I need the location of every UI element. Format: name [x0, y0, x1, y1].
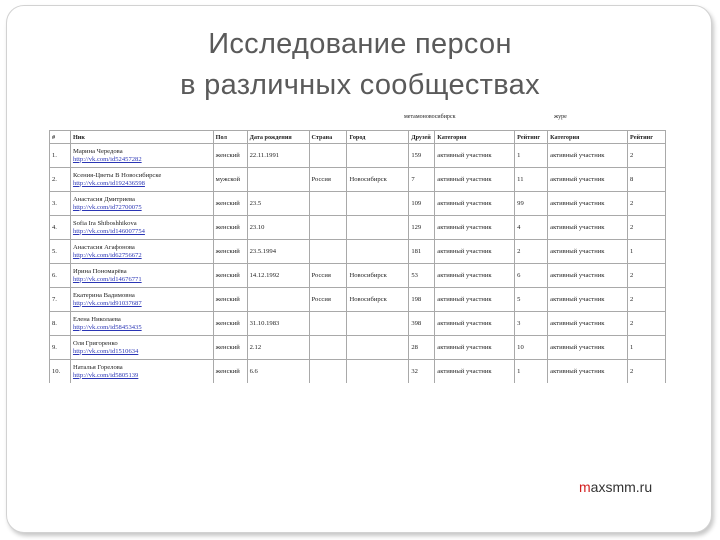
cell-sex: женский	[213, 336, 247, 360]
cell-friends: 28	[409, 336, 435, 360]
cell-cat1: активный участник	[435, 312, 515, 336]
cell-city	[347, 336, 409, 360]
cell-name	[70, 192, 213, 216]
person-name: Ирина Пономарёва	[72, 267, 127, 275]
cell-city	[347, 312, 409, 336]
cell-cat1: активный участник	[435, 192, 515, 216]
cell-city	[347, 144, 409, 168]
profile-link[interactable]: http://vk.com/id62756672	[72, 251, 142, 259]
table-row	[50, 312, 666, 336]
cell-r2: 2	[628, 360, 666, 384]
cell-bday: 22.11.1991	[247, 144, 309, 168]
person-name: Наталья Горелова	[72, 363, 123, 371]
cell-r2: 8	[628, 168, 666, 192]
cell-cat1: активный участник	[435, 240, 515, 264]
person-name: Анастасия Дмитриева	[72, 195, 135, 203]
cell-r1: 99	[515, 192, 548, 216]
cell-r2: 2	[628, 264, 666, 288]
cell-country: Россия	[309, 168, 347, 192]
cell-bday: 23.10	[247, 216, 309, 240]
cell-n: 9.	[50, 336, 71, 360]
cell-r1: 10	[515, 336, 548, 360]
cell-friends: 181	[409, 240, 435, 264]
cell-bday: 23.5.1994	[247, 240, 309, 264]
cell-city: Новосибирск	[347, 264, 409, 288]
cell-r1: 11	[515, 168, 548, 192]
cell-name	[70, 336, 213, 360]
cell-friends: 398	[409, 312, 435, 336]
cell-friends: 32	[409, 360, 435, 384]
cell-cat1: активный участник	[435, 336, 515, 360]
cell-r1: 4	[515, 216, 548, 240]
cell-friends: 53	[409, 264, 435, 288]
cell-friends: 129	[409, 216, 435, 240]
cell-name	[70, 168, 213, 192]
col-header: Рейтинг	[628, 131, 666, 144]
cell-r1: 6	[515, 264, 548, 288]
cell-cat2: активный участник	[548, 168, 628, 192]
group-header-1: метамоновосибирск	[404, 114, 456, 120]
cell-city	[347, 216, 409, 240]
cell-cat2: активный участник	[548, 288, 628, 312]
cell-cat1: активный участник	[435, 264, 515, 288]
cell-city: Новосибирск	[347, 288, 409, 312]
cell-sex: женский	[213, 264, 247, 288]
table-row	[50, 360, 666, 384]
cell-cat1: активный участник	[435, 144, 515, 168]
cell-n: 3.	[50, 192, 71, 216]
col-header: Ник	[70, 131, 213, 144]
cell-r1: 2	[515, 240, 548, 264]
table-row	[50, 216, 666, 240]
cell-bday: 6.6	[247, 360, 309, 384]
table-row	[50, 144, 666, 168]
profile-link[interactable]: http://vk.com/id52457282	[72, 155, 142, 163]
cell-name	[70, 216, 213, 240]
site-brand	[579, 479, 652, 495]
cell-friends: 109	[409, 192, 435, 216]
person-name: Оля Григоренко	[72, 339, 118, 347]
cell-n: 10.	[50, 360, 71, 384]
cell-r2: 2	[628, 144, 666, 168]
cell-cat2: активный участник	[548, 360, 628, 384]
cell-country	[309, 312, 347, 336]
profile-link[interactable]: http://vk.com/id146007754	[72, 227, 145, 235]
cell-country	[309, 360, 347, 384]
profile-link[interactable]: http://vk.com/id14676771	[72, 275, 142, 283]
table-body	[50, 144, 666, 384]
cell-bday: 14.12.1992	[247, 264, 309, 288]
person-name: Анастасия Агафонова	[72, 243, 135, 251]
cell-bday	[247, 168, 309, 192]
table-screenshot	[49, 110, 666, 383]
table-row	[50, 264, 666, 288]
brand-rest: axsmm.ru	[590, 479, 653, 495]
cell-cat1: активный участник	[435, 168, 515, 192]
table-row	[50, 288, 666, 312]
cell-country: Россия	[309, 288, 347, 312]
col-header: Страна	[309, 131, 347, 144]
cell-friends: 198	[409, 288, 435, 312]
cell-name	[70, 360, 213, 384]
cell-cat2: активный участник	[548, 264, 628, 288]
cell-n: 1.	[50, 144, 71, 168]
profile-link[interactable]: http://vk.com/id72700075	[72, 203, 142, 211]
cell-cat1: активный участник	[435, 288, 515, 312]
profile-link[interactable]: http://vk.com/id192436598	[72, 179, 145, 187]
person-name: Sofia Ira Shiboshhikova	[72, 219, 137, 227]
personas-table	[49, 130, 666, 383]
col-header: Пол	[213, 131, 247, 144]
cell-cat2: активный участник	[548, 336, 628, 360]
cell-city	[347, 192, 409, 216]
cell-r2: 2	[628, 288, 666, 312]
person-name: Марина Чередова	[72, 147, 123, 155]
cell-bday: 23.5	[247, 192, 309, 216]
profile-link[interactable]: http://vk.com/id1510634	[72, 347, 139, 355]
cell-n: 4.	[50, 216, 71, 240]
brand-first-letter: m	[579, 479, 591, 495]
cell-city	[347, 240, 409, 264]
cell-sex: женский	[213, 216, 247, 240]
cell-country	[309, 216, 347, 240]
cell-r1: 1	[515, 360, 548, 384]
slide-title-line1: Исследование персон	[208, 28, 512, 60]
cell-n: 8.	[50, 312, 71, 336]
col-header: Дата рождения	[247, 131, 309, 144]
slide-title-line2: в различных сообществах	[180, 69, 540, 101]
cell-n: 7.	[50, 288, 71, 312]
cell-country	[309, 240, 347, 264]
cell-bday	[247, 288, 309, 312]
cell-country	[309, 144, 347, 168]
profile-link[interactable]: http://vk.com/id58453435	[72, 323, 142, 331]
cell-r2: 1	[628, 336, 666, 360]
person-name: Екатерина Вадимовна	[72, 291, 135, 299]
cell-r2: 2	[628, 312, 666, 336]
cell-sex: женский	[213, 360, 247, 384]
header-row	[50, 131, 666, 144]
cell-bday: 2.12	[247, 336, 309, 360]
cell-r1: 5	[515, 288, 548, 312]
cell-sex: женский	[213, 312, 247, 336]
table-row	[50, 336, 666, 360]
cell-name	[70, 312, 213, 336]
table-row	[50, 168, 666, 192]
cell-n: 5.	[50, 240, 71, 264]
cell-sex: женский	[213, 288, 247, 312]
cell-country: Россия	[309, 264, 347, 288]
cell-r2: 2	[628, 192, 666, 216]
group-header-2: журе	[554, 114, 567, 120]
cell-city	[347, 360, 409, 384]
cell-sex: женский	[213, 240, 247, 264]
cell-sex: женский	[213, 144, 247, 168]
person-name: Ксения-Цветы В Новосибирске	[72, 171, 162, 179]
cell-city: Новосибирск	[347, 168, 409, 192]
col-header: Категория	[548, 131, 628, 144]
cell-r2: 2	[628, 216, 666, 240]
cell-r1: 3	[515, 312, 548, 336]
cell-name	[70, 240, 213, 264]
cell-cat2: активный участник	[548, 216, 628, 240]
table-row	[50, 240, 666, 264]
cell-name	[70, 264, 213, 288]
col-header: Рейтинг	[515, 131, 548, 144]
cell-sex: женский	[213, 192, 247, 216]
cell-cat2: активный участник	[548, 240, 628, 264]
profile-link[interactable]: http://vk.com/id91037687	[72, 299, 142, 307]
cell-country	[309, 336, 347, 360]
cell-n: 6.	[50, 264, 71, 288]
cell-cat2: активный участник	[548, 192, 628, 216]
cell-name	[70, 288, 213, 312]
cell-cat1: активный участник	[435, 216, 515, 240]
col-header: Категория	[435, 131, 515, 144]
cell-country	[309, 192, 347, 216]
cell-friends: 159	[409, 144, 435, 168]
cell-r1: 1	[515, 144, 548, 168]
cell-n: 2.	[50, 168, 71, 192]
cell-name	[70, 144, 213, 168]
cell-cat1: активный участник	[435, 360, 515, 384]
col-header: #	[50, 131, 71, 144]
cell-sex: мужской	[213, 168, 247, 192]
cell-r2: 1	[628, 240, 666, 264]
col-header: Друзей	[409, 131, 435, 144]
person-name: Елена Николаева	[72, 315, 121, 323]
profile-link[interactable]: http://vk.com/id5805139	[72, 371, 139, 379]
cell-bday: 31.10.1983	[247, 312, 309, 336]
cell-cat2: активный участник	[548, 312, 628, 336]
table-row	[50, 192, 666, 216]
cell-cat2: активный участник	[548, 144, 628, 168]
col-header: Город	[347, 131, 409, 144]
cell-friends: 7	[409, 168, 435, 192]
